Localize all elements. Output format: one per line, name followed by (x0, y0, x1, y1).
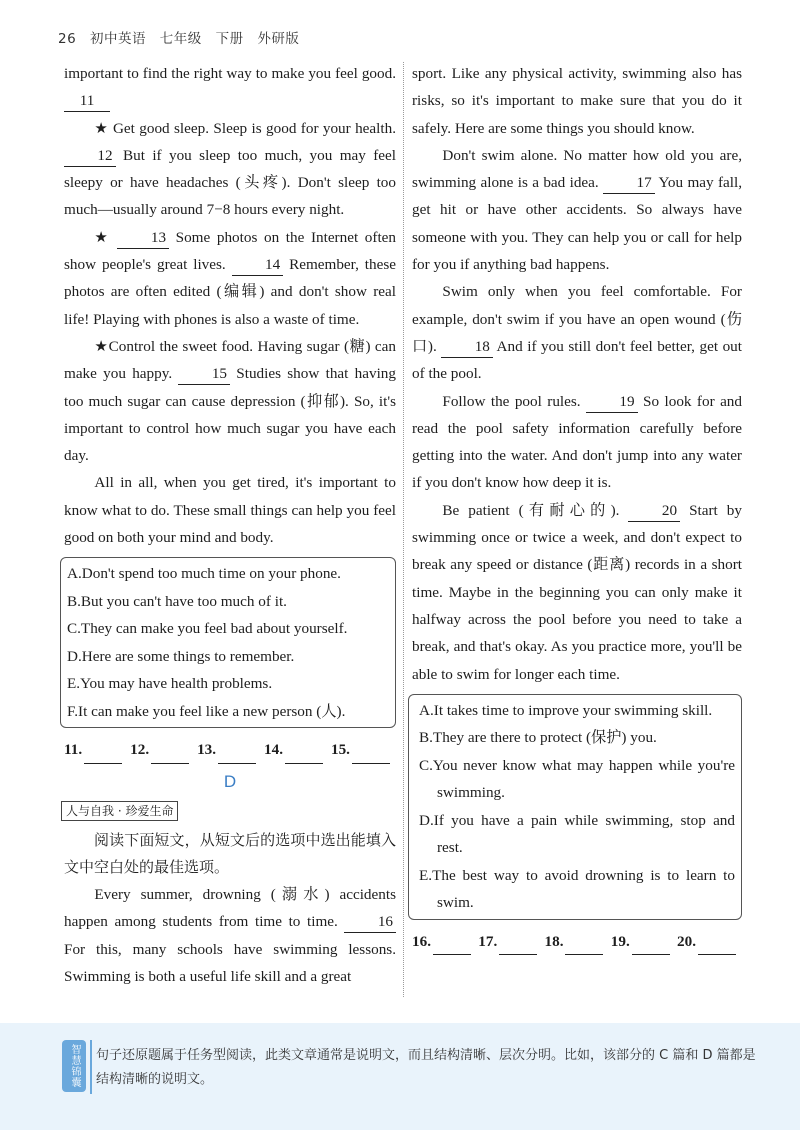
answer-16[interactable]: 16. (412, 928, 471, 955)
answer-17[interactable]: 17. (478, 928, 537, 955)
subject: 初中英语 (89, 31, 146, 47)
answer-11[interactable]: 11. (64, 736, 122, 763)
paragraph-sleep: ★ Get good sleep. Sleep is good for your health. 12 But if you sleep too much, you may feel sleepy or have headaches (头疼). Don't sleep too much—usually around 7−8 hours every night. (64, 119, 396, 219)
column-divider (403, 62, 404, 997)
answer-13[interactable]: 13. (197, 736, 256, 763)
left-column (64, 60, 396, 990)
tip-badge: 智慧锦囊 (62, 1040, 86, 1092)
option-b: B.They are there to protect (保护) you. (419, 729, 657, 747)
blank-20[interactable]: 20 (628, 501, 680, 522)
paragraph-drowning: Every summer, drowning (溺水) accidents happen among students from time to time. 16 For this, many schools have swimming lessons. Swimming is both a useful life skill and a great (64, 885, 396, 985)
edition: 外研版 (257, 31, 300, 47)
answer-15[interactable]: 15. (331, 736, 390, 763)
paragraph-photos: ★ 13 Some photos on the Internet often show people's great lives. 14 Remember, these photos are often edited (编辑) and don't show real life! Playing with phones is also a waste of time. (64, 228, 396, 328)
theme-tag: 人与自我 · 珍爱生命 (61, 801, 178, 821)
paragraph-rules: Follow the pool rules. 19 So look for and read the pool safety information carefully before getting into the water. And don't jump into any water if you don't know how deep it is. (412, 392, 742, 492)
option-e: E.The best way to avoid drowning is to learn to swim. (419, 866, 735, 912)
tip-text: 句子还原题属于任务型阅读，此类文章通常是说明文，而且结构清晰、层次分明。比如，该部分的 C 篇和 D 篇都是结构清晰的说明文。 (96, 1048, 756, 1087)
grade: 七年级 (159, 31, 202, 47)
blank-17[interactable]: 17 (603, 173, 655, 194)
option-e: E.You may have health problems. (67, 675, 273, 693)
term: 下册 (215, 31, 244, 47)
answer-20[interactable]: 20. (677, 928, 736, 955)
blank-15[interactable]: 15 (178, 364, 230, 385)
paragraph-alone: Don't swim alone. No matter how old you are, swimming alone is a bad idea. 17 You may fall, get hit or have other accidents. So always have someone with you. They can help you or call for help for you if anything bad happens. (412, 146, 742, 274)
tip-divider (90, 1040, 92, 1094)
blank-11[interactable]: 11 (64, 91, 110, 112)
answer-row-c (64, 736, 396, 763)
answer-18[interactable]: 18. (545, 928, 604, 955)
option-d: D.Here are some things to remember. (67, 647, 295, 665)
blank-18[interactable]: 18 (441, 337, 493, 358)
blank-14[interactable]: 14 (232, 255, 284, 276)
right-column (412, 60, 742, 955)
blank-16[interactable]: 16 (344, 912, 396, 933)
page-number: 26 (58, 31, 77, 47)
answer-14[interactable]: 14. (264, 736, 323, 763)
paragraph-comfortable: Swim only when you feel comfortable. For example, don't swim if you have an open wound (伤口). 18 And if you still don't feel better, get out of the pool. (412, 283, 742, 383)
blank-19[interactable]: 19 (586, 392, 638, 413)
option-d: D.If you have a pain while swimming, stop and rest. (419, 811, 735, 857)
instructions: 阅读下面短文，从短文后的选项中选出能填入文中空白处的最佳选项。 (64, 830, 396, 876)
paragraph-patient: Be patient (有耐心的). 20 Start by swimming once or twice a week, and don't expect to break any speed or distance (距离) records in a short time. Maybe in the beginning you can only make it halfway across the pool before you need to take a break, and that's okay. As you practice more, you'll be able to swim for longer each time. (412, 501, 742, 683)
passage-c-end: important to find the right way to make you feel good. 11 (64, 60, 396, 115)
option-a: A.Don't spend too much time on your phone. (67, 565, 341, 583)
option-f: F.It can make you feel like a new person (人). (67, 702, 346, 720)
option-b: B.But you can't have too much of it. (67, 592, 287, 610)
answer-row-d (412, 928, 742, 955)
option-c: C.They can make you feel bad about yourself. (67, 620, 348, 638)
answer-19[interactable]: 19. (611, 928, 670, 955)
paragraph-sugar: ★Control the sweet food. Having sugar (糖) can make you happy. 15 Studies show that having too much sugar can cause depression (抑郁). So, it's important to control how much sugar you have each day. (64, 337, 396, 465)
section-d-heading: D (223, 771, 237, 791)
paragraph-sport: sport. Like any physical activity, swimming also has risks, so it's important to make sure that you do it safely. Here are some things you should know. (412, 65, 742, 137)
options-box-d (408, 694, 742, 920)
blank-13[interactable]: 13 (117, 228, 169, 249)
option-c: C.You never know what may happen while you're swimming. (419, 756, 735, 802)
blank-12[interactable]: 12 (64, 146, 116, 167)
paragraph-conclusion: All in all, when you get tired, it's important to know what to do. These small things can help you feel good on both your mind and body. (64, 474, 396, 547)
page-header (58, 27, 308, 47)
answer-12[interactable]: 12. (130, 736, 189, 763)
option-a: A.It takes time to improve your swimming skill. (419, 701, 713, 719)
options-box-c (60, 557, 396, 728)
